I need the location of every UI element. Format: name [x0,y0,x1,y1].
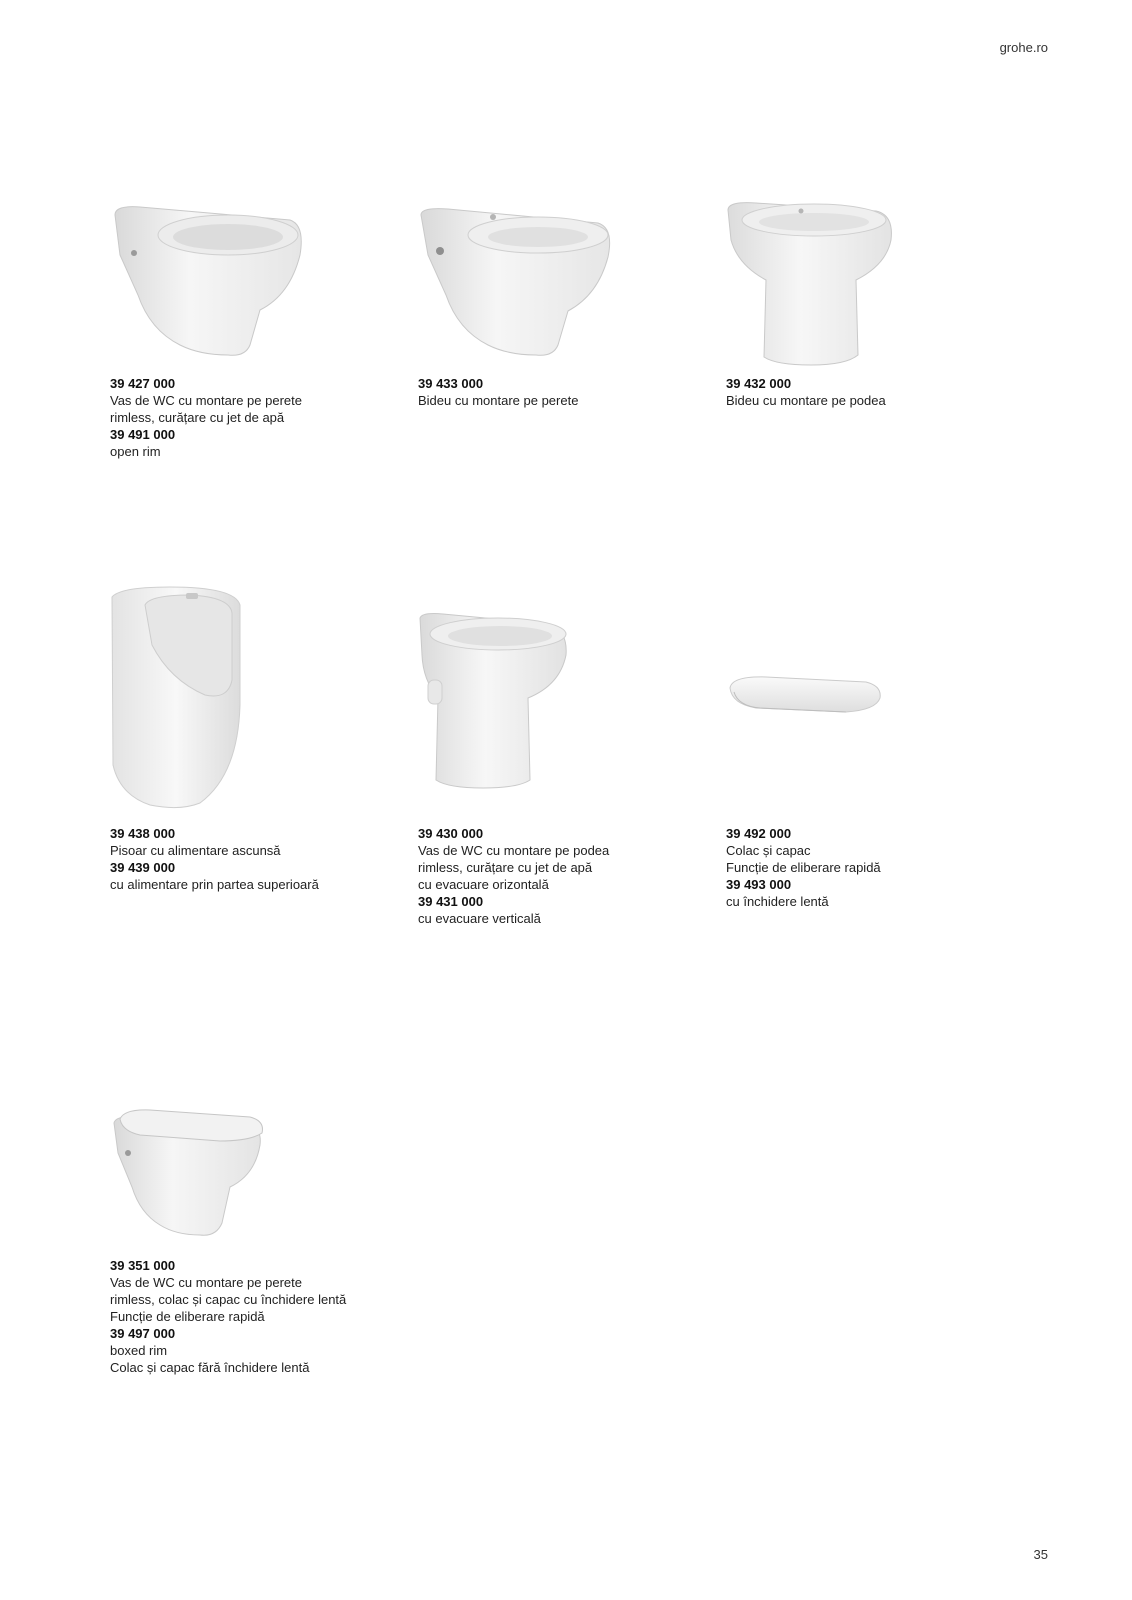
product-code: 39 430 000 [418,826,484,841]
product-desc: cu închidere lentă [726,894,829,909]
product-desc: Vas de WC cu montare pe podea [418,843,610,858]
product-code: 39 351 000 [110,1258,176,1273]
product-desc: cu alimentare prin partea superioară [110,877,319,892]
product-desc: cu evacuare verticală [418,911,541,926]
product-code: 39 432 000 [726,376,792,391]
product-desc: rimless, colac și capac cu închidere lentă [110,1292,347,1307]
product-wall-hung-wc [110,195,410,460]
site-url: grohe.ro [999,40,1048,55]
product-wall-hung-bidet [418,195,718,409]
urinal-image [110,585,410,825]
wall-hung-bidet-image [418,195,718,375]
product-code: 39 493 000 [726,877,792,892]
product-code: 39 433 000 [418,376,484,391]
product-desc: open rim [110,444,161,459]
product-urinal [110,585,410,893]
product-desc: Pisoar cu alimentare ascunsă [110,843,281,858]
product-code: 39 497 000 [110,1326,176,1341]
floor-bidet-illustration [726,195,926,367]
product-desc: rimless, curățare cu jet de apă [110,410,285,425]
product-text [110,1257,410,1376]
product-code: 39 438 000 [110,826,176,841]
product-text [110,825,410,893]
product-desc: Bideu cu montare pe perete [418,393,579,408]
product-code: 39 427 000 [110,376,176,391]
product-desc: Vas de WC cu montare pe perete [110,393,302,408]
product-desc: boxed rim [110,1343,168,1358]
wc-with-seat-image [110,1105,410,1257]
product-text [418,825,718,927]
product-desc: Vas de WC cu montare pe perete [110,1275,302,1290]
floor-bidet-image [726,195,1026,375]
product-code: 39 439 000 [110,860,176,875]
floor-wc-illustration [418,610,578,790]
wc-with-seat-illustration [110,1105,270,1245]
product-text [726,825,1026,910]
product-code: 39 492 000 [726,826,792,841]
seat-cover-illustration [726,672,886,722]
product-text [418,375,718,409]
urinal-illustration [110,585,250,810]
wall-hung-wc-image [110,195,410,375]
product-floor-wc [418,610,718,927]
wall-hung-bidet-illustration [418,195,618,365]
product-floor-bidet [726,195,1026,409]
product-code: 39 431 000 [418,894,484,909]
product-seat-cover [726,672,1026,910]
product-wc-with-seat [110,1105,410,1376]
page-number: 35 [1033,1547,1048,1562]
product-desc: Bideu cu montare pe podea [726,393,886,408]
product-desc: Funcție de eliberare rapidă [726,860,881,875]
product-desc: Funcție de eliberare rapidă [110,1309,265,1324]
product-text [110,375,410,460]
product-desc: cu evacuare orizontală [418,877,549,892]
product-desc: rimless, curățare cu jet de apă [418,860,593,875]
seat-cover-image [726,672,1026,825]
product-desc: Colac și capac fără închidere lentă [110,1360,310,1375]
floor-wc-image [418,610,718,825]
product-desc: Colac și capac [726,843,811,858]
wall-hung-wc-illustration [110,195,310,365]
product-text [726,375,1026,409]
product-code: 39 491 000 [110,427,176,442]
